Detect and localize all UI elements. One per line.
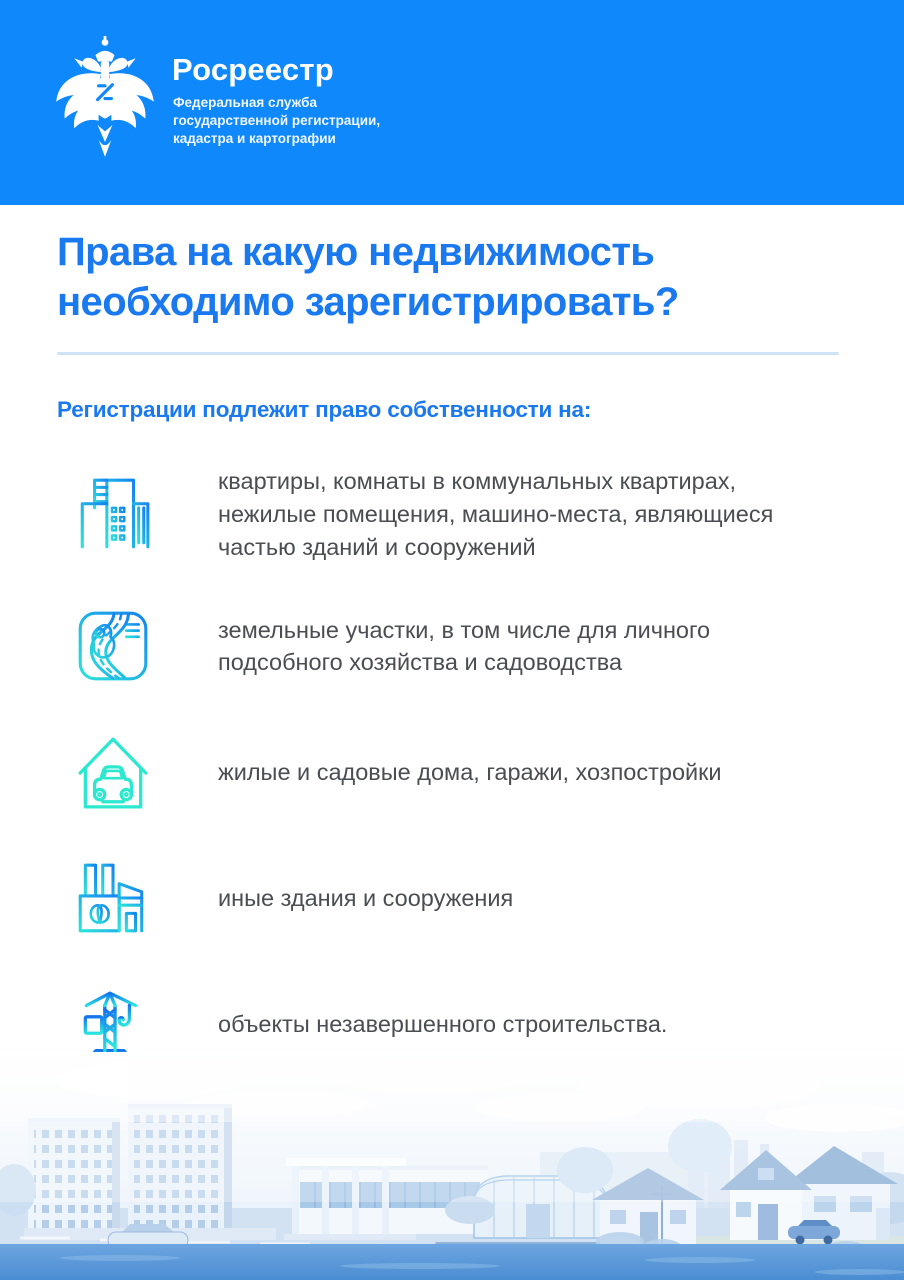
list-item bbox=[72, 603, 847, 689]
land-plot-map-icon bbox=[72, 603, 154, 689]
page-title: Права на какую недвижимость необходимо зарегистрировать? bbox=[57, 230, 679, 325]
list-item bbox=[72, 729, 847, 815]
item-text: жилые и садовые дома, гаражи, хозпостройки bbox=[218, 759, 722, 785]
binary-code-pattern bbox=[446, 4, 898, 204]
list-item bbox=[72, 855, 847, 941]
brand-subtitle: Федеральная служба государственной регистрации, кадастра и картографии bbox=[173, 95, 381, 147]
garage-house-icon bbox=[72, 729, 154, 815]
item-text: объекты незавершенного строительства. bbox=[218, 1011, 668, 1037]
section-subheading: Регистрации подлежит право собственности на: bbox=[57, 396, 592, 422]
list-item bbox=[72, 465, 847, 564]
city-and-countryside-illustration bbox=[0, 1052, 904, 1280]
title-divider bbox=[57, 352, 839, 355]
main-content bbox=[0, 205, 904, 1107]
item-text: иные здания и сооружения bbox=[218, 885, 514, 911]
city-buildings-icon bbox=[72, 471, 154, 557]
item-text: квартиры, комнаты в коммунальных квартирах, нежилые помещения, машино-места, являющиеся частью зданий и сооружений bbox=[218, 467, 774, 560]
brand-name: Росреестр bbox=[172, 52, 334, 87]
header-banner bbox=[0, 0, 904, 205]
item-text: земельные участки, в том числе для личного подсобного хозяйства и садоводства bbox=[218, 616, 711, 676]
rosreestr-eagle-emblem-icon bbox=[52, 36, 158, 158]
factory-icon bbox=[72, 855, 154, 941]
property-types-list bbox=[57, 465, 847, 1068]
